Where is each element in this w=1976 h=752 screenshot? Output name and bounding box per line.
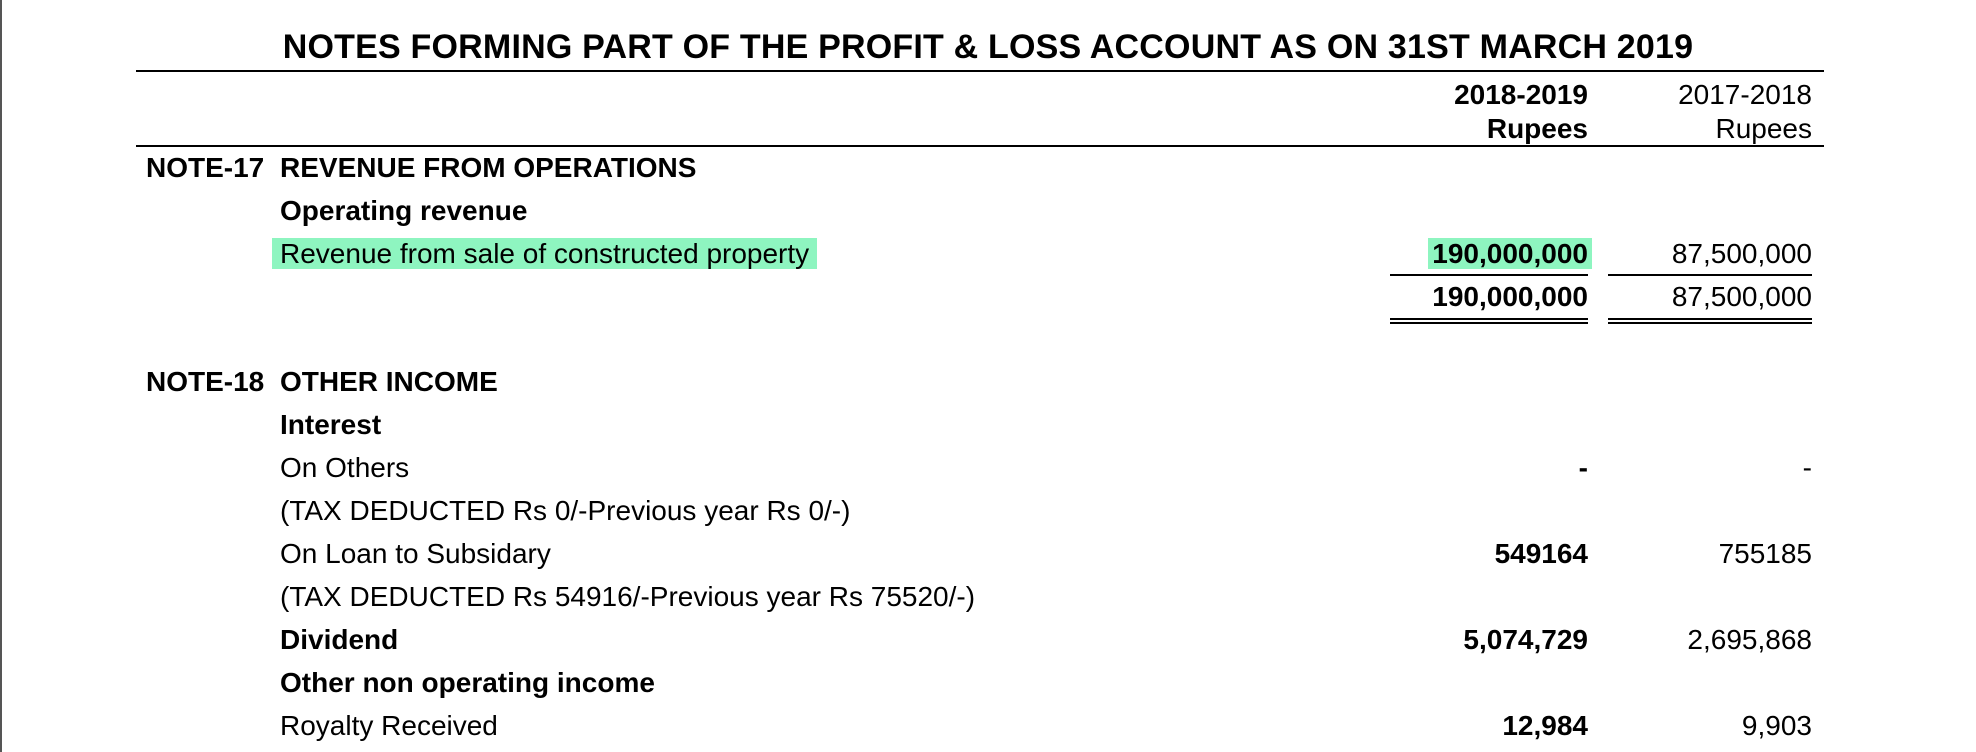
on-others-label: On Others: [280, 452, 410, 483]
highlighted-value: 190,000,000: [1428, 238, 1592, 269]
highlighted-text: Revenue from sale of constructed property: [272, 238, 817, 269]
note17-total-current: 190,000,000: [1432, 281, 1588, 312]
other-income-heading-row: [0, 663, 1976, 703]
royalty-row: [0, 706, 1976, 746]
on-loan-previous: 755185: [1718, 538, 1812, 569]
subtotal-line-current: [1390, 274, 1588, 276]
tax-note-1: (TAX DEDUCTED Rs 0/-Previous year Rs 0/-): [280, 495, 851, 526]
note17-item-label: [280, 234, 817, 274]
royalty-label: Royalty Received: [280, 710, 498, 741]
page-title: NOTES FORMING PART OF THE PROFIT & LOSS ACCOUNT AS ON 31ST MARCH 2019: [282, 28, 1694, 66]
title-rule: [136, 70, 1824, 72]
note18-heading: OTHER INCOME: [280, 366, 498, 397]
dividend-label: Dividend: [280, 624, 399, 655]
dividend-previous: 2,695,868: [1687, 624, 1812, 655]
note17-label: NOTE-17: [146, 152, 265, 183]
note17-heading-row: [0, 148, 1976, 188]
note17-subheading-row: [0, 191, 1976, 231]
subtotal-line-previous: [1608, 274, 1812, 276]
on-loan-label: On Loan to Subsidary: [280, 538, 551, 569]
column-header-previous: [1678, 78, 1812, 146]
column-header-current: [1454, 78, 1588, 146]
note17-item-previous: 87,500,000: [1671, 238, 1812, 269]
note17-item-current: [1428, 234, 1588, 274]
dividend-current: 5,074,729: [1463, 624, 1588, 655]
column-unit-previous: Rupees: [1715, 113, 1812, 144]
column-year-previous: 2017-2018: [1678, 79, 1812, 110]
dividend-row: [0, 620, 1976, 660]
column-unit-current: Rupees: [1486, 113, 1588, 144]
on-others-previous: -: [1802, 452, 1812, 483]
note17-item-row: [0, 234, 1976, 274]
on-loan-current: 549164: [1494, 538, 1588, 569]
tax-note-2: (TAX DEDUCTED Rs 54916/-Previous year Rs 75520/-): [280, 581, 976, 612]
column-year-current: 2018-2019: [1454, 79, 1588, 110]
on-others-current: -: [1578, 452, 1588, 483]
note18-label: NOTE-18: [146, 366, 265, 397]
header-rule: [136, 145, 1824, 147]
note17-heading: REVENUE FROM OPERATIONS: [280, 152, 697, 183]
on-loan-row: [0, 534, 1976, 574]
total-double-line-current: [1390, 318, 1588, 324]
note18-heading-row: [0, 362, 1976, 402]
royalty-previous: 9,903: [1741, 710, 1812, 741]
note17-total-previous: 87,500,000: [1671, 281, 1812, 312]
note17-total-row: [0, 277, 1976, 317]
note17-subheading: Operating revenue: [280, 195, 528, 226]
royalty-current: 12,984: [1502, 710, 1588, 741]
interest-heading: Interest: [280, 409, 382, 440]
tax-note-2-row: [0, 577, 1976, 617]
on-others-row: [0, 448, 1976, 488]
tax-note-1-row: [0, 491, 1976, 531]
interest-heading-row: [0, 405, 1976, 445]
other-income-heading: Other non operating income: [280, 667, 655, 698]
total-double-line-previous: [1608, 318, 1812, 324]
